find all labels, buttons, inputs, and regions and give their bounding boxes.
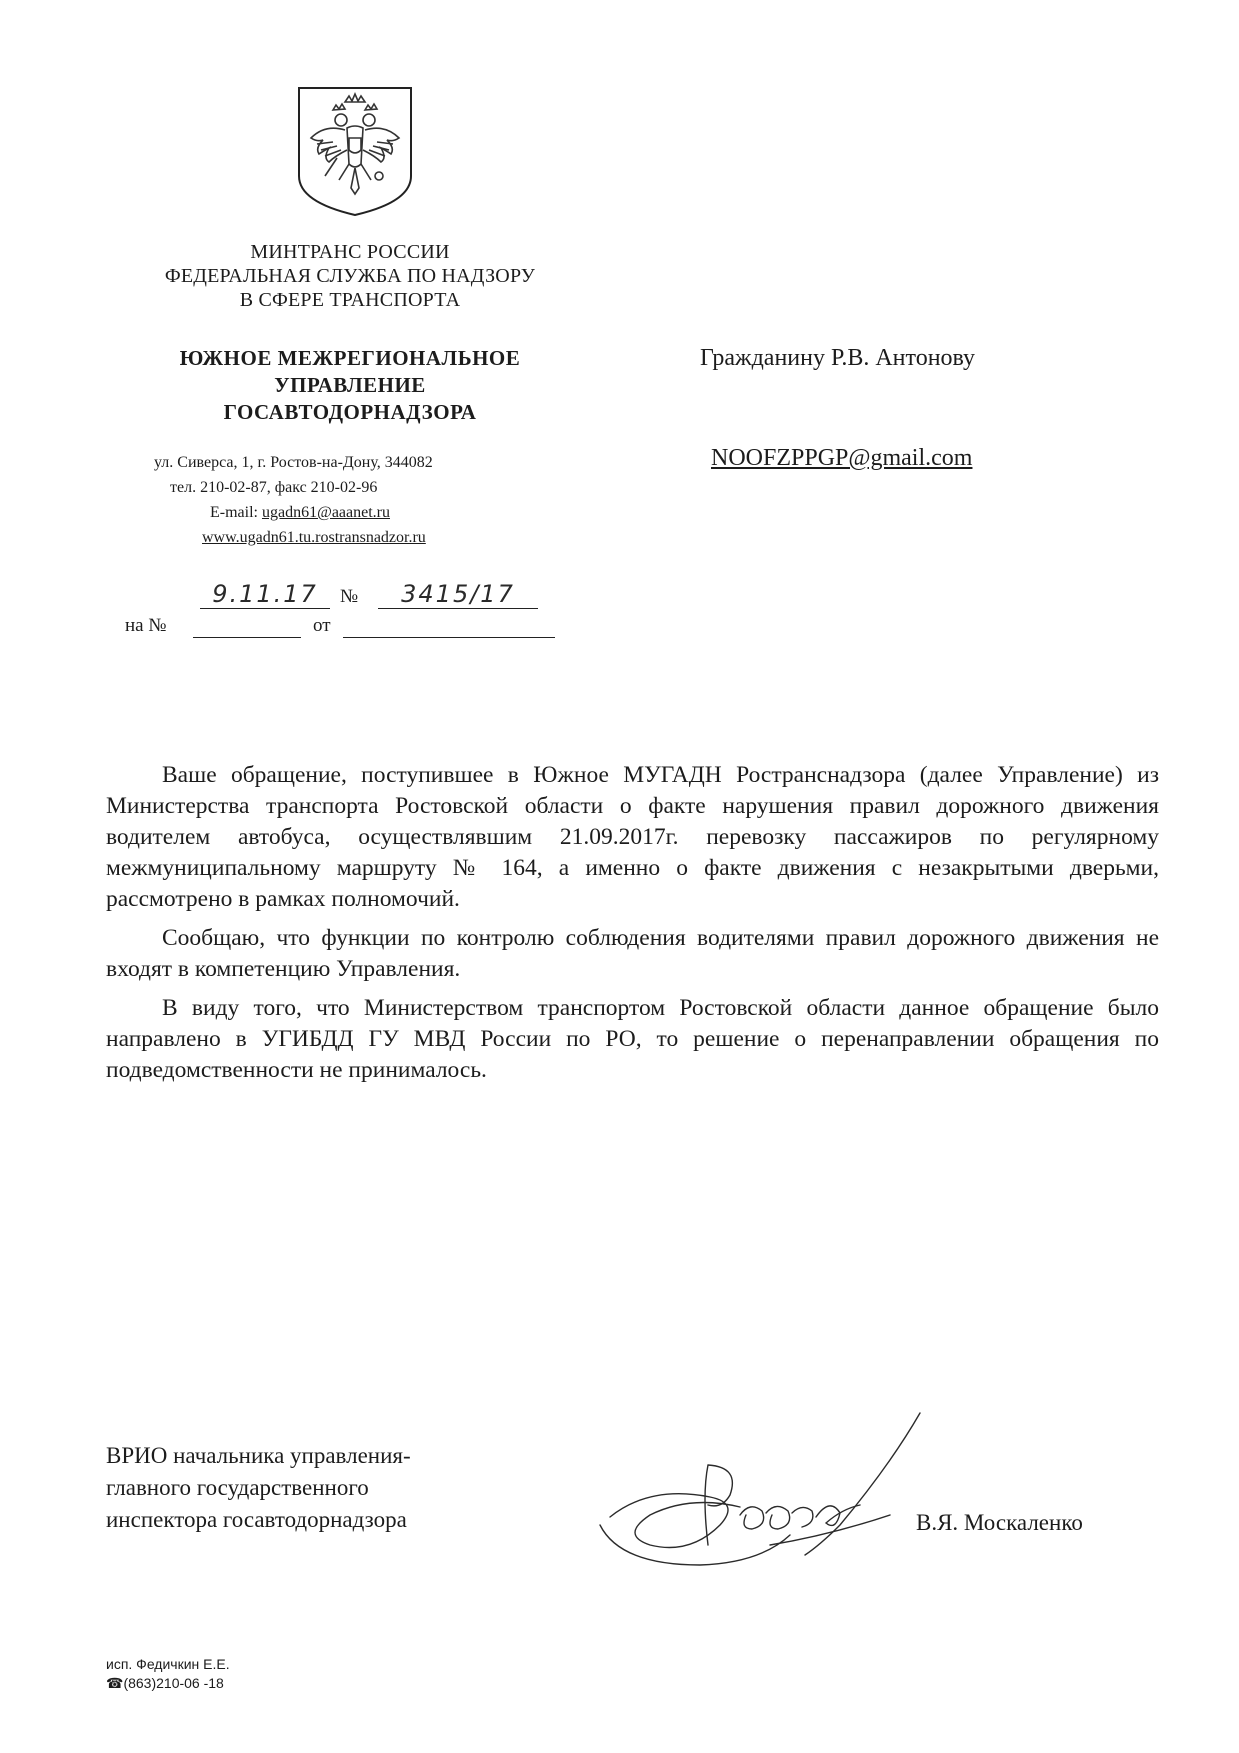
signatory-title-line-2: главного государственного [106, 1475, 369, 1500]
reply-number-label: на № [125, 615, 167, 636]
recipient-name: Гражданину Р.В. Антонову [700, 345, 976, 371]
email-line [150, 500, 530, 525]
registration-line [200, 580, 550, 614]
website-line [150, 525, 530, 550]
department-line-2: УПРАВЛЕНИЕ [274, 373, 426, 397]
agency-line-2: ФЕДЕРАЛЬНАЯ СЛУЖБА ПО НАДЗОРУ [164, 265, 536, 287]
registration-date: 9.11.17 [200, 580, 330, 609]
signatory-title [106, 1440, 411, 1536]
executor-block [106, 1655, 230, 1693]
recipient-email-link[interactable]: NOOFZPPGP@gmail.com [711, 445, 973, 471]
reply-date-blank [343, 637, 555, 638]
department-name [120, 345, 580, 426]
body-paragraph-3: В виду того, что Министерством транспортом Ростовской области данное обращение было направлено в УГИБДД ГУ МВД России по РО, то решение о перенаправлении обращения по подведомственности не принималось. [106, 995, 1159, 1083]
agency-line-3: В СФЕРЕ ТРАНСПОРТА [239, 289, 461, 311]
reply-number-blank [193, 637, 301, 638]
signatory-name: В.Я. Москаленко [916, 1510, 1083, 1535]
body-paragraph-1: Ваше обращение, поступившее в Южное МУГАДН Ространснадзора (далее Управление) из Министерства транспорта Ростовской области о факте нарушения правил дорожного движения водителем автобуса, осуществлявшим 21.09.2017г. перевозку пассажиров по регулярному межмуниципальному маршруту № 164, а именно о факте движения с незакрытыми дверьми, рассмотрено в рамках полномочий. [106, 762, 1159, 912]
reply-date-label: от [313, 615, 331, 636]
phone-line: тел. 210-02-87, факс 210-02-96 [170, 479, 378, 496]
department-line-3: ГОСАВТОДОРНАДЗОРА [223, 400, 477, 424]
agency-line-1: МИНТРАНС РОССИИ [250, 241, 450, 263]
registration-number: 3415/17 [378, 580, 538, 609]
signatory-title-line-1: ВРИО начальника управления- [106, 1443, 411, 1468]
agency-email-link[interactable]: ugadn61@aaanet.ru [261, 504, 390, 521]
registration-number-label: № [340, 586, 359, 607]
body-paragraph-2: Сообщаю, что функции по контролю соблюдения водителями правил дорожного движения не входят в компетенцию Управления. [106, 925, 1159, 982]
coat-of-arms-emblem [295, 84, 415, 219]
agency-header [120, 240, 580, 312]
agency-website-link[interactable]: www.ugadn61.tu.rostransnadzor.ru [202, 529, 426, 546]
signatory-title-line-3: инспектора госавтодорнадзора [106, 1507, 407, 1532]
executor-name: исп. Федичкин Е.Е. [106, 1656, 230, 1672]
address-line: ул. Сиверса, 1, г. Ростов-на-Дону, 344082 [154, 454, 433, 471]
email-label: E-mail: [210, 504, 262, 521]
department-line-1: ЮЖНОЕ МЕЖРЕГИОНАЛЬНОЕ [179, 346, 521, 370]
executor-phone: ☎(863)210-06 -18 [106, 1675, 224, 1691]
handwritten-signature [590, 1405, 1010, 1595]
contact-block [150, 450, 530, 550]
reply-reference-line [125, 615, 555, 643]
letter-body [106, 760, 1159, 1094]
